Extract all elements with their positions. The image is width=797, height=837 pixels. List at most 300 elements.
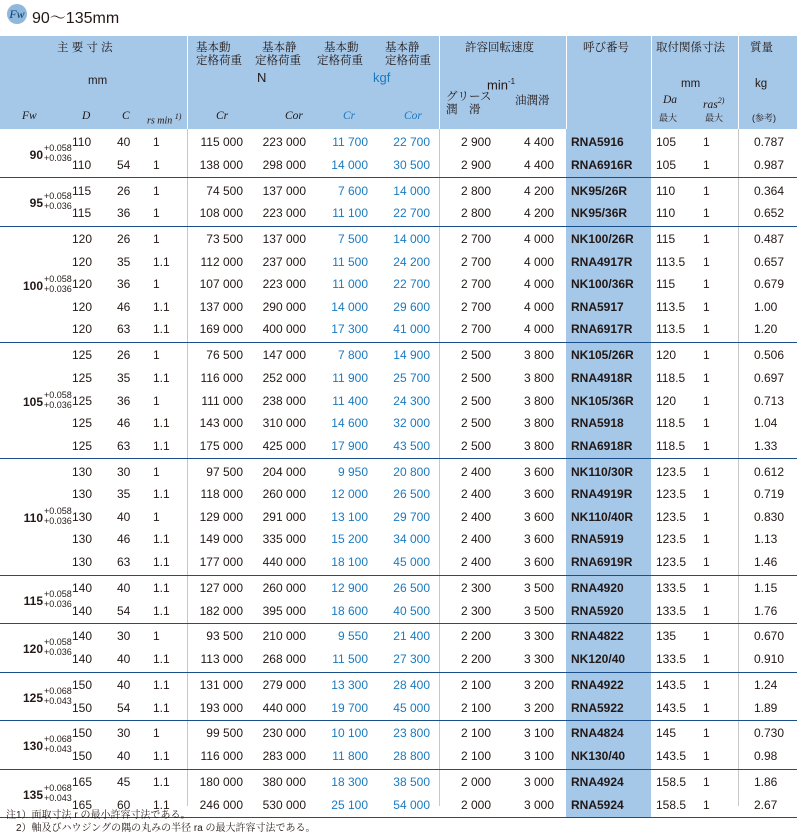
table-cell: 2 200 xyxy=(460,652,491,666)
table-cell: 150 xyxy=(72,726,93,741)
table-cell: 22 700 xyxy=(393,206,430,221)
table-cell: 28 400 xyxy=(393,677,430,692)
table-cell: 18 300 xyxy=(331,774,368,789)
table-cell: 143 000 xyxy=(199,416,243,431)
table-cell: 26 xyxy=(117,348,131,363)
table-cell: 1.1 xyxy=(153,322,170,337)
table-cell: 13 300 xyxy=(331,677,368,692)
table-cell: 99 500 xyxy=(206,726,243,741)
table-cell: 1.13 xyxy=(754,532,778,547)
table-cell: 158.5 xyxy=(656,774,687,789)
table-cell: 1 xyxy=(703,464,710,479)
table-cell: 131 000 xyxy=(199,677,243,692)
table-cell: 54 xyxy=(117,157,131,172)
table-cell: 45 000 xyxy=(393,555,430,569)
table-cell: 120 xyxy=(656,393,677,408)
bearing-designation: RNA5917 xyxy=(571,299,624,314)
table-cell: 1.1 xyxy=(153,299,170,314)
table-cell: 1.76 xyxy=(754,603,778,618)
table-cell: 21 400 xyxy=(393,629,430,644)
table-header xyxy=(0,36,797,129)
table-cell: 0.670 xyxy=(754,629,785,644)
table-cell: 1 xyxy=(703,416,710,431)
table-cell: 120 xyxy=(72,232,93,246)
table-cell: 24 200 xyxy=(393,254,430,269)
table-cell: 30 xyxy=(117,464,131,479)
table-cell: 0.612 xyxy=(754,464,785,479)
footnote-1: 注1）面取寸法 r の最小許容寸法である。 xyxy=(6,810,191,821)
table-cell: 4 000 xyxy=(523,299,554,314)
table-cell: 41 000 xyxy=(393,322,430,337)
col-designation: 呼び番号 xyxy=(583,42,629,54)
table-cell: 111 000 xyxy=(201,393,243,408)
table-cell: 43 500 xyxy=(393,438,430,453)
table-cell: 283 000 xyxy=(262,749,306,763)
table-cell: 127 000 xyxy=(199,580,243,595)
table-cell: 2 100 xyxy=(460,677,491,692)
table-cell: 1.86 xyxy=(754,774,778,789)
table-cell: 11 500 xyxy=(332,652,368,666)
col-grease-a: グリース xyxy=(446,91,492,103)
table-cell: 440 000 xyxy=(262,700,306,715)
table-cell: 1 xyxy=(703,487,710,502)
table-cell: 0.719 xyxy=(754,487,785,502)
table-cell: 110 xyxy=(72,135,92,149)
table-cell: 46 xyxy=(117,299,131,314)
table-cell: 9 950 xyxy=(337,464,368,479)
table-row xyxy=(0,251,797,273)
table-row xyxy=(0,577,797,599)
fw-value: 100 xyxy=(22,278,43,293)
table-cell: 123.5 xyxy=(656,464,687,479)
table-row xyxy=(0,154,797,176)
table-cell: 4 000 xyxy=(523,277,554,292)
table-cell: 1.1 xyxy=(153,652,170,666)
table-cell: 30 xyxy=(117,629,131,644)
table-cell: 0.487 xyxy=(754,232,785,246)
table-cell: 1.89 xyxy=(754,700,778,715)
bearing-designation: RNA6919R xyxy=(571,555,633,569)
table-cell: 1.1 xyxy=(153,774,170,789)
group-divider xyxy=(0,769,797,770)
table-cell: 130 xyxy=(72,509,93,524)
fw-tolerance-lower: +0.043 xyxy=(44,744,72,754)
bearing-designation: NK110/40R xyxy=(571,509,634,524)
bearing-designation: RNA4918R xyxy=(571,370,633,385)
table-cell: 0.506 xyxy=(754,348,785,363)
table-cell: 3 500 xyxy=(523,580,554,595)
bearing-designation: RNA4924 xyxy=(571,774,624,789)
table-cell: 35 xyxy=(117,370,131,385)
fw-group-label xyxy=(0,191,73,213)
table-cell: 36 xyxy=(117,393,131,408)
table-cell: 129 000 xyxy=(199,509,243,524)
col-cr-n: Cr xyxy=(216,110,229,122)
fw-group-label xyxy=(0,143,73,165)
table-cell: 2 700 xyxy=(460,254,491,269)
table-cell: 3 800 xyxy=(523,393,554,408)
fw-tolerance-upper: +0.068 xyxy=(44,782,72,793)
table-cell: 73 500 xyxy=(206,232,243,246)
table-row xyxy=(0,296,797,318)
table-cell: 3 800 xyxy=(523,438,554,453)
page-header xyxy=(0,0,797,30)
col-static-load-kgf-b: 定格荷重 xyxy=(385,55,431,67)
table-cell: 120 xyxy=(72,299,93,314)
table-cell: 1.33 xyxy=(754,438,778,453)
table-cell: 123.5 xyxy=(656,532,687,547)
fw-group-label xyxy=(0,783,73,805)
table-row xyxy=(0,273,797,295)
table-cell: 118.5 xyxy=(656,370,686,385)
table-cell: 3 300 xyxy=(523,629,554,644)
bearing-designation: NK100/36R xyxy=(571,277,634,292)
fw-value: 125 xyxy=(22,690,43,705)
table-cell: 40 xyxy=(117,509,131,524)
table-cell: 110 xyxy=(656,183,676,198)
table-row xyxy=(0,180,797,202)
fw-tolerance-upper: +0.058 xyxy=(44,273,72,284)
table-cell: 1.15 xyxy=(754,580,778,595)
table-cell: 35 xyxy=(117,487,131,502)
col-kg: kg xyxy=(755,78,768,90)
table-cell: 2 900 xyxy=(460,157,491,172)
table-cell: 223 000 xyxy=(262,206,306,221)
fw-value: 115 xyxy=(23,593,43,608)
table-cell: 246 000 xyxy=(199,797,243,812)
fw-tolerance-upper: +0.058 xyxy=(44,142,72,153)
table-cell: 125 xyxy=(72,416,93,431)
col-grease-b: 潤 滑 xyxy=(446,104,481,116)
table-cell: 54 000 xyxy=(393,797,430,812)
table-cell: 123.5 xyxy=(656,487,687,502)
fw-value: 90 xyxy=(29,147,43,162)
table-cell: 1 xyxy=(703,532,710,547)
col-static-load-kgf-a: 基本静 xyxy=(385,42,420,54)
table-cell: 108 000 xyxy=(199,206,243,221)
fw-group-label xyxy=(0,390,73,412)
table-cell: 2 800 xyxy=(460,183,491,198)
table-cell: 1 xyxy=(153,232,160,246)
table-cell: 123.5 xyxy=(656,509,687,524)
table-cell: 3 800 xyxy=(523,416,554,431)
table-cell: 118 000 xyxy=(200,487,243,502)
table-row xyxy=(0,435,797,457)
table-cell: 1 xyxy=(703,603,710,618)
table-cell: 40 xyxy=(117,135,131,149)
table-cell: 22 700 xyxy=(393,135,430,149)
fw-value: 120 xyxy=(22,642,43,656)
table-cell: 112 000 xyxy=(200,254,243,269)
fw-tolerance-lower: +0.036 xyxy=(44,516,72,527)
table-cell: 395 000 xyxy=(262,603,306,618)
table-cell: 54 xyxy=(117,603,131,618)
fw-value: 135 xyxy=(22,787,43,802)
table-cell: 115 xyxy=(656,277,676,292)
col-unit-kgf: kgf xyxy=(373,70,391,85)
fw-tolerance-upper: +0.058 xyxy=(44,588,72,599)
table-cell: 133.5 xyxy=(656,652,687,666)
col-unit-n: N xyxy=(257,70,267,85)
table-cell: 3 600 xyxy=(523,509,554,524)
table-cell: 30 xyxy=(117,726,131,741)
table-cell: 40 xyxy=(117,749,131,763)
table-cell: 1.1 xyxy=(153,487,170,502)
table-cell: 2 500 xyxy=(460,393,491,408)
table-cell: 2 500 xyxy=(460,370,491,385)
table-cell: 140 xyxy=(72,629,93,644)
table-cell: 14 000 xyxy=(331,299,368,314)
fw-group-label xyxy=(0,686,73,708)
table-cell: 2 100 xyxy=(460,726,491,741)
fw-value: 130 xyxy=(22,739,43,753)
table-cell: 1.1 xyxy=(153,580,170,595)
table-cell: 113.5 xyxy=(656,299,686,314)
group-divider xyxy=(0,672,797,673)
table-cell: 29 600 xyxy=(393,299,430,314)
col-fw-symbol: Fw xyxy=(22,110,37,122)
bearing-designation: RNA6916R xyxy=(571,157,633,172)
table-cell: 0.364 xyxy=(754,183,785,198)
table-row xyxy=(0,697,797,719)
table-cell: 36 xyxy=(117,206,131,221)
bearing-designation: NK95/26R xyxy=(571,183,628,198)
table-cell: 120 xyxy=(72,277,93,292)
bearing-designation: RNA5919 xyxy=(571,532,624,547)
page-title: 90～135mm xyxy=(32,10,120,27)
bearing-designation: NK130/40 xyxy=(571,749,626,763)
table-cell: 1 xyxy=(703,774,710,789)
table-cell: 3 000 xyxy=(523,774,554,789)
table-cell: 115 xyxy=(72,206,92,221)
table-cell: 290 000 xyxy=(262,299,306,314)
table-cell: 1 xyxy=(703,393,710,408)
table-cell: 14 000 xyxy=(331,157,368,172)
table-cell: 204 000 xyxy=(262,464,306,479)
table-cell: 1 xyxy=(703,797,710,812)
table-cell: 60 xyxy=(117,797,131,812)
table-cell: 440 000 xyxy=(262,555,306,569)
fw-group-label xyxy=(0,506,73,528)
table-row xyxy=(0,528,797,550)
bearing-designation: RNA4919R xyxy=(571,487,633,502)
table-cell: 11 900 xyxy=(332,370,368,385)
table-cell: 1 xyxy=(153,135,160,149)
table-cell: 23 800 xyxy=(393,726,430,741)
table-cell: 46 xyxy=(117,416,131,431)
col-dynamic-load-b: 定格荷重 xyxy=(196,55,242,67)
table-cell: 0.679 xyxy=(754,277,785,292)
fw-value: 95 xyxy=(29,196,43,211)
table-cell: 1 xyxy=(703,322,710,337)
table-cell: 1 xyxy=(703,580,710,595)
table-cell: 165 xyxy=(72,797,93,812)
bearing-designation: NK100/26R xyxy=(571,232,634,246)
table-cell: 113 000 xyxy=(200,652,243,666)
table-cell: 3 600 xyxy=(523,555,554,569)
table-cell: 1 xyxy=(153,348,160,363)
table-cell: 3 300 xyxy=(523,652,554,666)
table-cell: 40 xyxy=(117,580,131,595)
table-cell: 310 000 xyxy=(262,416,306,431)
fw-tolerance-lower: +0.036 xyxy=(44,201,72,212)
table-cell: 2 500 xyxy=(460,348,491,363)
header-divider xyxy=(187,36,188,129)
table-row xyxy=(0,506,797,528)
bearing-designation: RNA6918R xyxy=(571,438,633,453)
table-cell: 11 400 xyxy=(332,393,368,408)
table-row xyxy=(0,674,797,696)
table-cell: 1 xyxy=(703,652,710,666)
table-cell: 150 xyxy=(72,749,93,763)
table-cell: 0.652 xyxy=(754,206,785,221)
table-cell: 4 400 xyxy=(523,157,554,172)
table-cell: 2 400 xyxy=(460,555,491,569)
table-cell: 1 xyxy=(153,157,160,172)
table-row xyxy=(0,648,797,670)
table-cell: 1 xyxy=(703,157,710,172)
table-cell: 1.1 xyxy=(153,416,170,431)
table-cell: 1 xyxy=(703,206,710,221)
table-cell: 1.24 xyxy=(754,677,778,692)
table-cell: 110 xyxy=(656,206,676,221)
col-cr-kgf: Cr xyxy=(343,110,356,122)
table-cell: 18 600 xyxy=(331,603,368,618)
table-cell: 3 600 xyxy=(523,487,554,502)
fw-tolerance-lower: +0.036 xyxy=(44,283,72,294)
table-cell: 7 600 xyxy=(337,183,368,198)
table-cell: 45 xyxy=(117,774,131,789)
table-cell: 0.98 xyxy=(754,749,778,763)
table-cell: 2 500 xyxy=(460,438,491,453)
table-row xyxy=(0,722,797,744)
table-cell: 105 xyxy=(656,157,677,172)
bearing-designation: NK105/26R xyxy=(571,348,634,363)
table-cell: 3 200 xyxy=(523,700,554,715)
table-row xyxy=(0,131,797,153)
table-cell: 1.1 xyxy=(153,677,170,692)
table-cell: 15 200 xyxy=(331,532,368,547)
table-cell: 147 000 xyxy=(262,348,306,363)
table-cell: 140 xyxy=(72,580,93,595)
table-cell: 130 xyxy=(72,487,93,502)
table-cell: 115 xyxy=(72,183,92,198)
table-cell: 0.657 xyxy=(754,254,785,269)
table-cell: 3 800 xyxy=(523,348,554,363)
table-cell: 230 000 xyxy=(262,726,306,741)
table-row xyxy=(0,771,797,793)
table-cell: 1 xyxy=(703,555,710,569)
table-cell: 380 000 xyxy=(262,774,306,789)
table-cell: 25 100 xyxy=(331,797,368,812)
table-cell: 1.1 xyxy=(153,370,170,385)
table-cell: 0.713 xyxy=(754,393,785,408)
table-cell: 530 000 xyxy=(262,797,306,812)
table-cell: 2 400 xyxy=(460,464,491,479)
table-cell: 36 xyxy=(117,277,131,292)
table-cell: 3 100 xyxy=(523,726,554,741)
col-oil: 油潤滑 xyxy=(515,95,550,107)
table-cell: 260 000 xyxy=(262,580,306,595)
fw-tolerance-lower: +0.036 xyxy=(44,647,72,657)
table-cell: 2 700 xyxy=(460,277,491,292)
table-cell: 130 xyxy=(72,464,93,479)
table-cell: 1 xyxy=(703,370,710,385)
table-cell: 11 800 xyxy=(332,749,368,763)
bearing-designation: RNA4822 xyxy=(571,629,624,644)
table-cell: 137 000 xyxy=(199,299,243,314)
col-dynamic-load-kgf-b: 定格荷重 xyxy=(317,55,363,67)
table-row xyxy=(0,228,797,250)
table-row xyxy=(0,600,797,622)
table-cell: 118.5 xyxy=(656,438,686,453)
fw-tolerance-lower: +0.036 xyxy=(44,152,72,163)
table-row xyxy=(0,412,797,434)
table-cell: 133.5 xyxy=(656,603,687,618)
table-cell: 2 100 xyxy=(460,700,491,715)
table-cell: 12 900 xyxy=(331,580,368,595)
table-cell: 4 000 xyxy=(523,254,554,269)
table-cell: 1 xyxy=(153,629,160,644)
table-cell: 2 800 xyxy=(460,206,491,221)
table-cell: 140 xyxy=(72,652,93,666)
table-row xyxy=(0,344,797,366)
table-cell: 223 000 xyxy=(262,135,306,149)
table-cell: 1 xyxy=(703,677,710,692)
table-cell: 135 xyxy=(656,629,677,644)
col-c-symbol: C xyxy=(122,110,130,122)
table-cell: 24 300 xyxy=(393,393,430,408)
fw-tolerance-upper: +0.058 xyxy=(44,191,72,202)
table-cell: 118.5 xyxy=(656,416,686,431)
table-cell: 32 000 xyxy=(393,416,430,431)
table-cell: 115 000 xyxy=(200,135,243,149)
table-cell: 12 000 xyxy=(331,487,368,502)
table-cell: 2 700 xyxy=(460,232,491,246)
table-cell: 17 300 xyxy=(331,322,368,337)
fw-tolerance-lower: +0.043 xyxy=(44,792,72,803)
table-cell: 14 900 xyxy=(393,348,430,363)
bearing-designation: RNA4920 xyxy=(571,580,624,595)
group-divider xyxy=(0,458,797,459)
table-cell: 4 000 xyxy=(523,232,554,246)
table-cell: 40 xyxy=(117,677,131,692)
table-cell: 2 700 xyxy=(460,322,491,337)
table-cell: 1 xyxy=(703,254,710,269)
table-cell: 1.1 xyxy=(153,254,170,269)
fw-value: 105 xyxy=(22,394,43,409)
fw-tolerance-lower: +0.036 xyxy=(44,598,72,609)
group-divider xyxy=(0,342,797,343)
fw-tolerance-lower: +0.036 xyxy=(44,399,72,410)
table-cell: 34 000 xyxy=(393,532,430,547)
fw-badge-icon: Fw xyxy=(7,4,27,24)
table-cell: 11 000 xyxy=(332,277,368,292)
col-max-ras: 最大 xyxy=(705,113,724,123)
table-cell: 1 xyxy=(703,509,710,524)
table-cell: 2 400 xyxy=(460,532,491,547)
table-cell: 3 800 xyxy=(523,370,554,385)
table-cell: 169 000 xyxy=(199,322,243,337)
table-cell: 3 200 xyxy=(523,677,554,692)
col-d-symbol: D xyxy=(82,110,91,122)
table-cell: 2 900 xyxy=(460,135,491,149)
header-divider xyxy=(651,36,652,129)
bearing-designation: RNA5916 xyxy=(571,135,624,149)
table-cell: 1 xyxy=(703,232,710,246)
table-cell: 45 000 xyxy=(393,700,430,715)
table-cell: 1.1 xyxy=(153,797,170,812)
